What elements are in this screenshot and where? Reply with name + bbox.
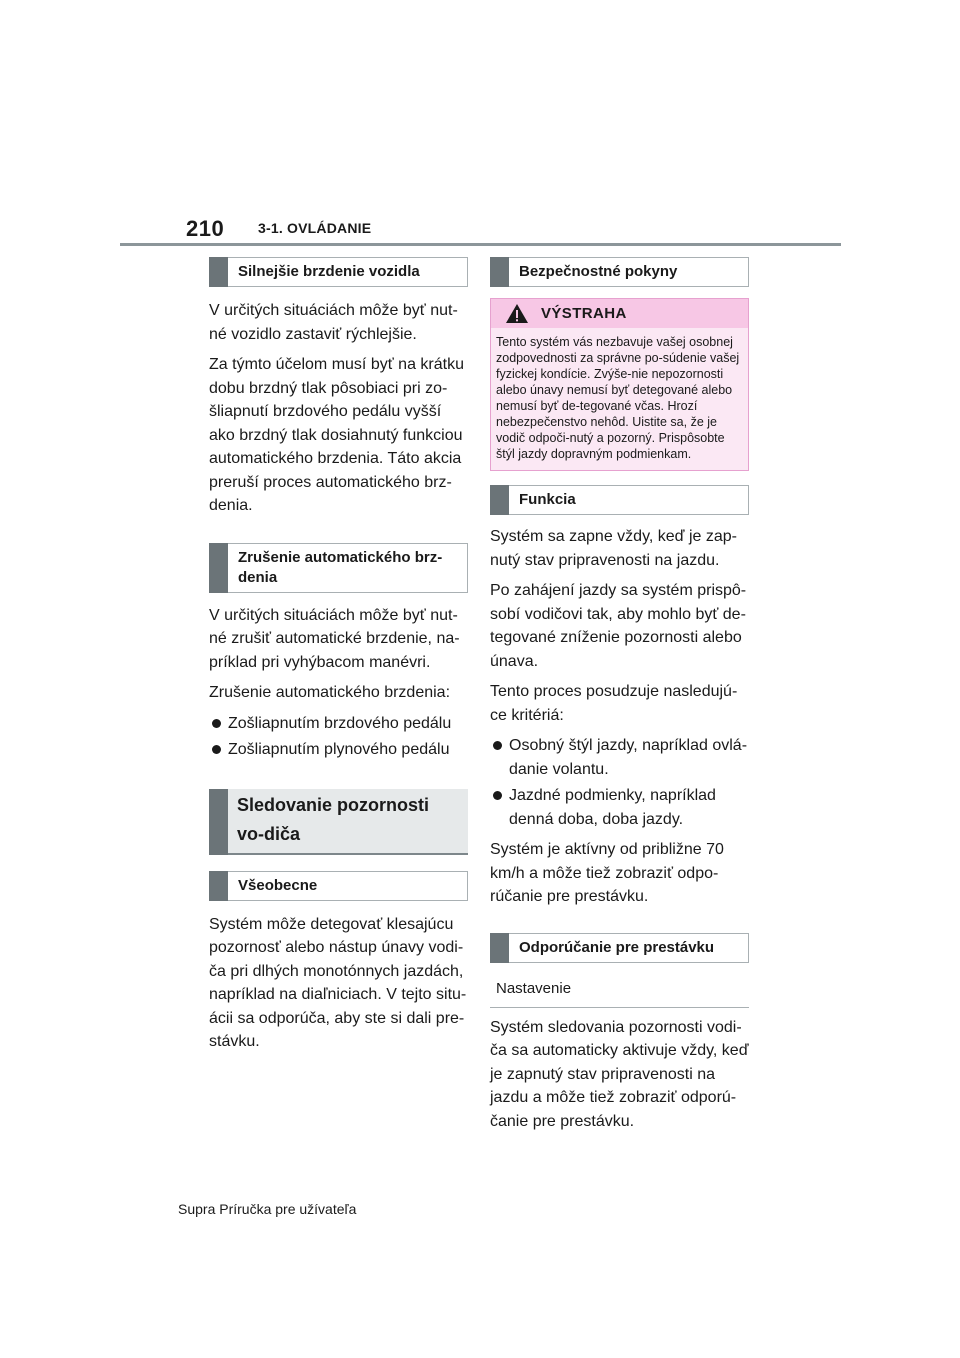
warning-header [491,299,748,328]
heading-cancel-braking: Zrušenie automatického brz-denia [209,543,468,593]
heading-function: Funkcia [490,485,749,515]
heading-attention-monitoring: Sledovanie pozornosti vo-diča [209,789,468,855]
paragraph: V určitých situáciách môže byť nut-né zrušiť automatické brzdenie, na-príklad pri vyhýbacom manévri. [209,606,460,671]
right-column [490,257,749,1133]
paragraph: Po zahájení jazdy sa systém prispô-sobí vodičovi tak, aby mohlo byť de-tegované zníženie pozornosti alebo únava. [490,582,747,670]
list-item: Zošliapnutím brzdového pedálu [209,712,468,736]
paragraph: Systém je aktívny od približne 70 km/h a môže tiež zobraziť odpo-rúčanie pre prestávku. [490,841,724,905]
warning-triangle-icon [505,303,529,324]
list-item: Osobný štýl jazdy, napríklad ovlá-danie volantu. [490,734,749,781]
left-column [209,257,468,1054]
page-number: 210 [186,216,225,241]
warning-title: VÝSTRAHA [541,305,627,322]
paragraph: Zrušenie automatického brzdenia: [209,684,451,701]
warning-box [490,298,749,471]
paragraph: Systém sa zapne vždy, keď je zap-nutý stav pripravenosti na jazdu. [490,528,737,569]
header-rule [120,243,841,246]
heading-stronger-braking: Silnejšie brzdenie vozidla [209,257,468,287]
list-item: Zošliapnutím plynového pedálu [209,738,468,762]
heading-general: Všeobecne [209,871,468,901]
heading-safety-notes: Bezpečnostné pokyny [490,257,749,287]
heading-settings: Nastavenie [490,973,749,1008]
heading-break-recommendation: Odporúčanie pre prestávku [490,933,749,963]
footer-manual-title: Supra Príručka pre užívateľa [178,1201,357,1217]
paragraph: Za týmto účelom musí byť na krátku dobu brzdný tlak pôsobiaci pri zo-šliapnutí brzdového pedálu vyšší ako brzdný tlak dosiahnutý funkciou automatického brzdenia. Táto akcia preruší proces automatického brz-denia. [209,356,464,514]
paragraph: Systém môže detegovať klesajúcu pozornosť alebo nástup únavy vodi-ča pri dlhých monotónnych jazdách, napríklad na diaľniciach. V tejto situ-ácii sa odporúča, aby ste si dali pre-stávku. [209,915,467,1050]
section-title: 3-1. OVLÁDANIE [258,220,372,236]
paragraph: V určitých situáciách môže byť nut-né vozidlo zastaviť rýchlejšie. [209,302,458,343]
paragraph: Systém sledovania pozornosti vodi-ča sa automaticky aktivuje vždy, keď je zapnutý stav pripravenosti na jazdu a môže tiež zobraziť odporú-čanie pre prestávku. [490,1018,749,1130]
warning-text: Tento systém vás nezbavuje vašej osobnej zodpovednosti za správne po-súdenie vašej fyzickej kondície. Zvýše-nie nepozornosti alebo únavy nemusí byť detegované alebo nemusí byť de-tegované včas. Hrozí nebezpečenstvo nehôd. Uistite sa, že je vodič odpoči-nutý a pozorný. Prispôsobte štýl jazdy dopravným podmienkam. [496,335,740,461]
paragraph: Tento proces posudzuje nasledujú-ce kritériá: [490,683,738,724]
list-item: Jazdné podmienky, napríklad denná doba, doba jazdy. [490,784,749,831]
